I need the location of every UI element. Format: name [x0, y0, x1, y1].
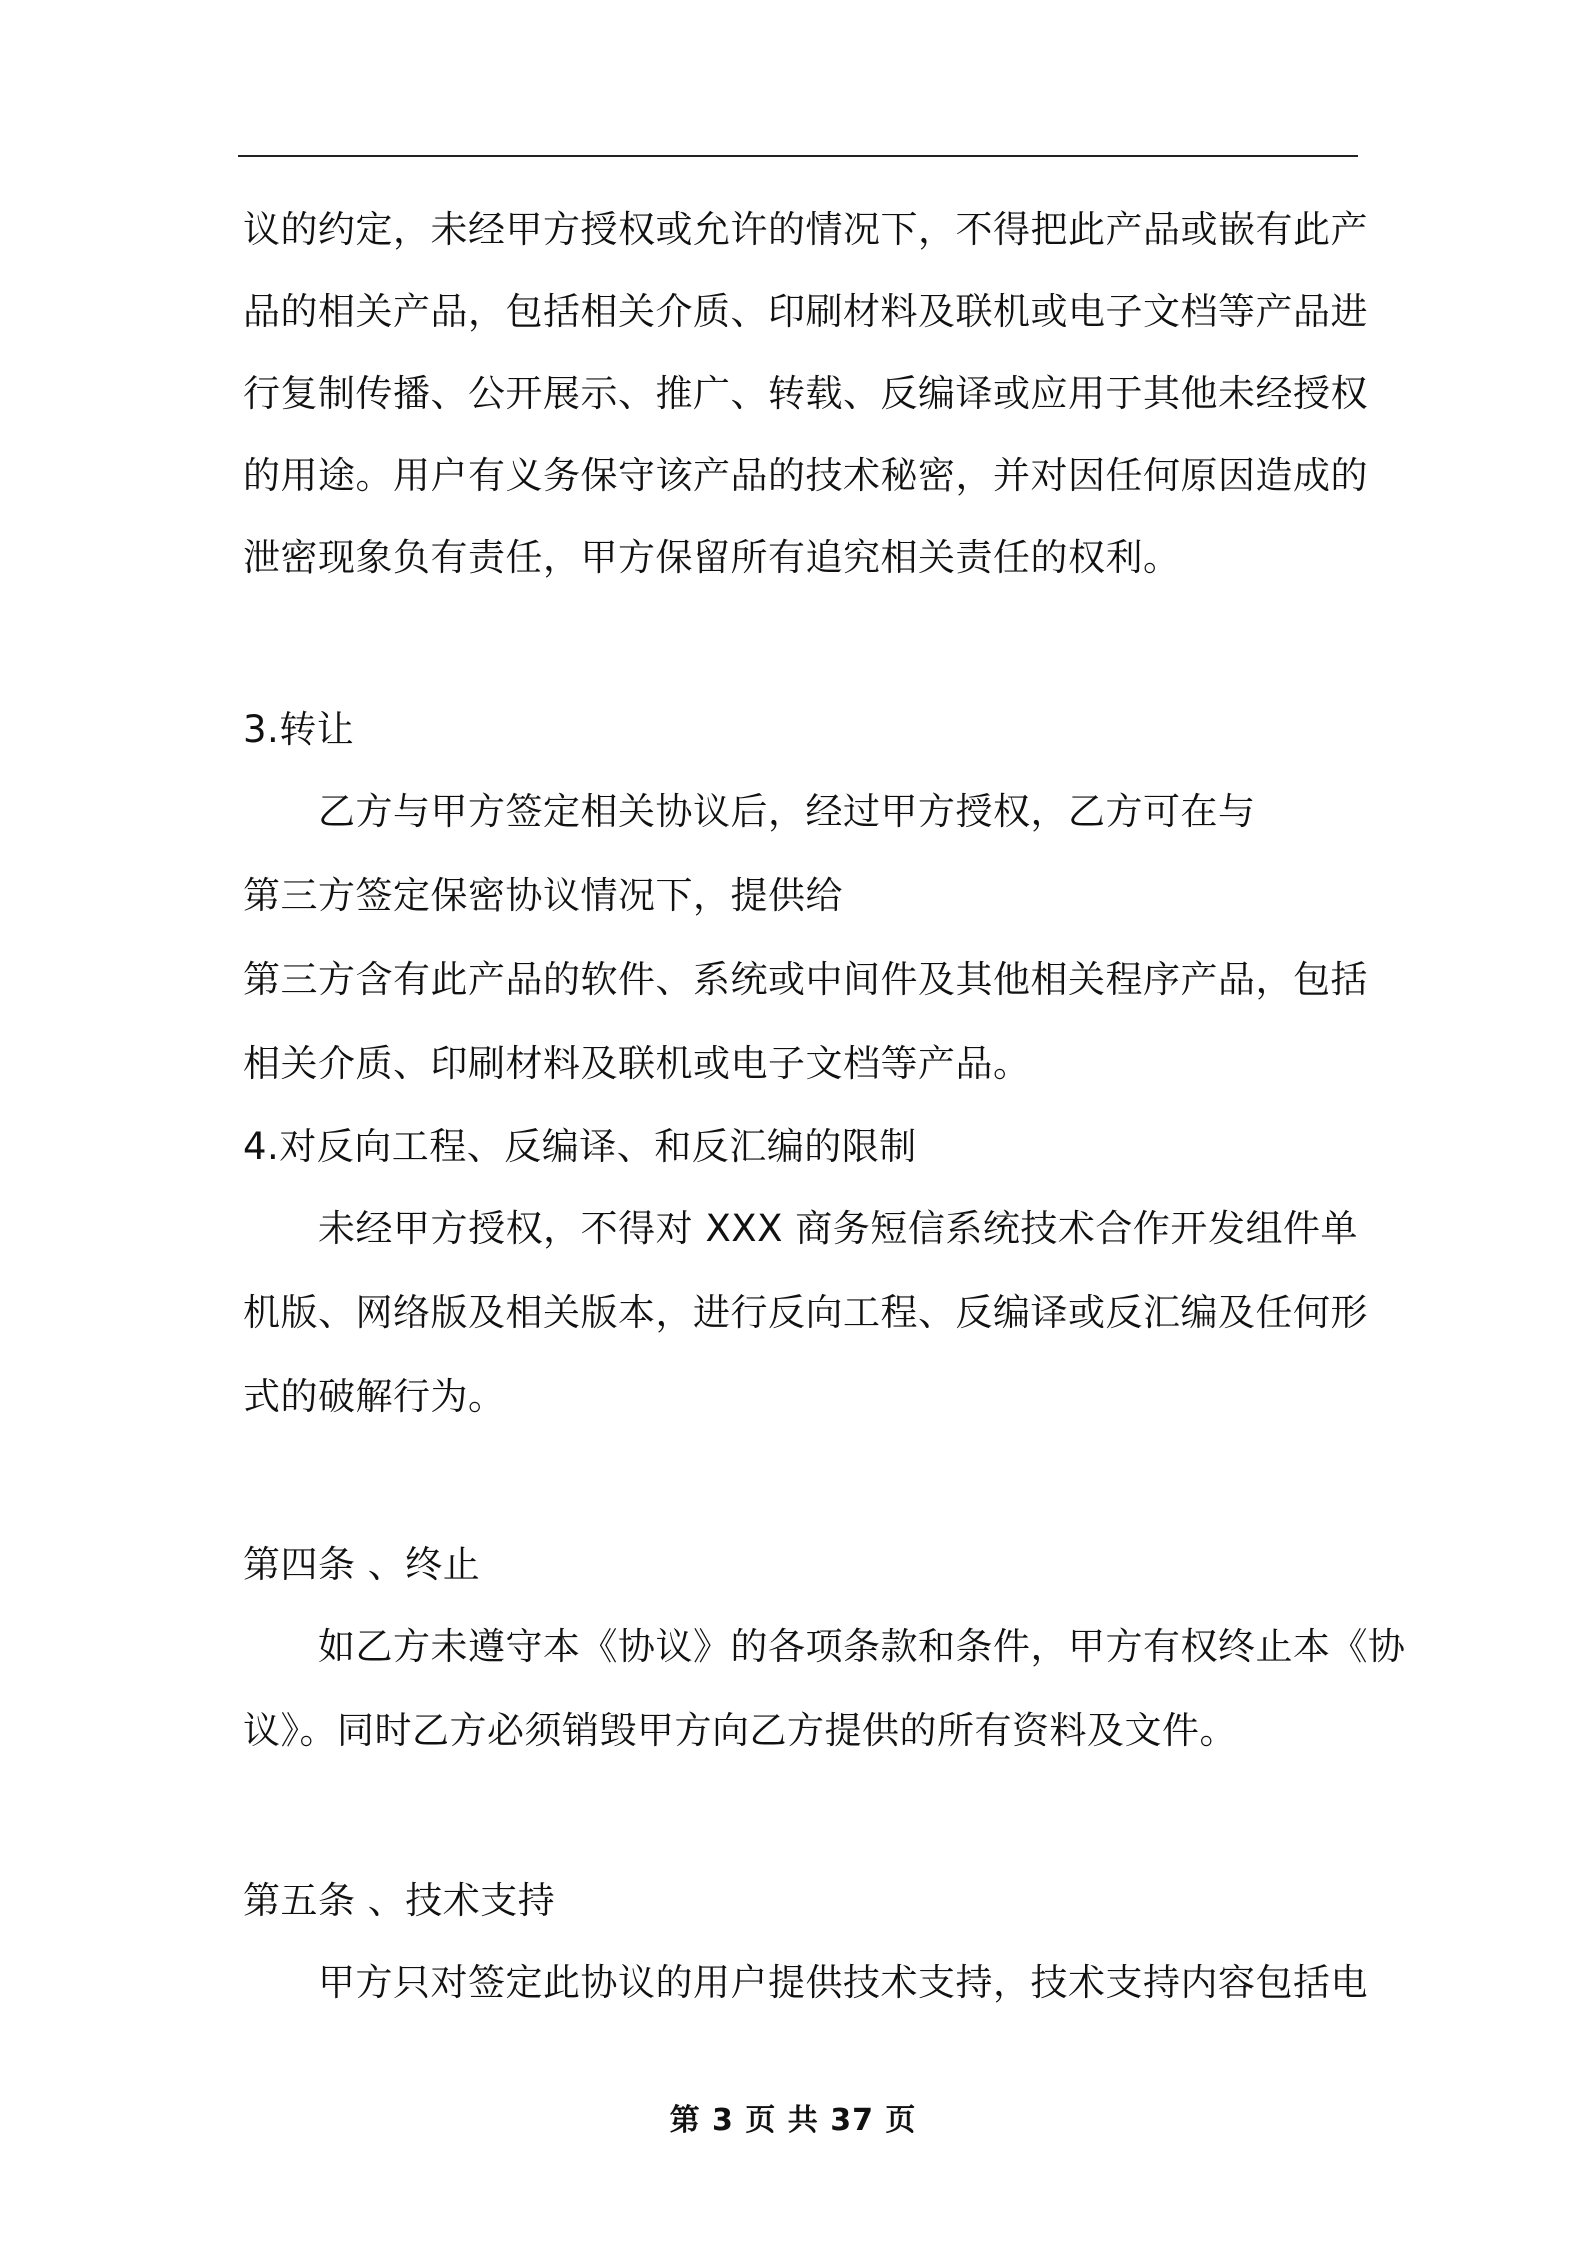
- section-heading: 4.对反向工程、反编译、和反汇编的限制: [243, 1125, 917, 1168]
- section-heading: 3.转让: [243, 708, 355, 751]
- paragraph-line: 如乙方未遵守本《协议》的各项条款和条件，甲方有权终止本《协: [318, 1625, 1406, 1668]
- paragraph-line: 未经甲方授权，不得对 XXX 商务短信系统技术合作开发组件单: [318, 1207, 1358, 1250]
- paragraph-line: 相关介质、印刷材料及联机或电子文档等产品。: [243, 1042, 1031, 1085]
- paragraph-line: 乙方与甲方签定相关协议后，经过甲方授权，乙方可在与: [318, 790, 1256, 833]
- article-heading: 第四条 、终止: [243, 1543, 481, 1586]
- paragraph-line: 议》。同时乙方必须销毁甲方向乙方提供的所有资料及文件。: [243, 1709, 1237, 1752]
- paragraph-line: 第三方签定保密协议情况下，提供给: [243, 874, 843, 917]
- paragraph-line: 议的约定，未经甲方授权或允许的情况下，不得把此产品或嵌有此产: [243, 208, 1368, 251]
- header-rule: [238, 155, 1358, 157]
- paragraph-line: 品的相关产品，包括相关介质、印刷材料及联机或电子文档等产品进: [243, 290, 1368, 333]
- paragraph-line: 甲方只对签定此协议的用户提供技术支持，技术支持内容包括电: [318, 1961, 1368, 2004]
- article-heading: 第五条 、技术支持: [243, 1879, 556, 1922]
- paragraph-line: 机版、网络版及相关版本，进行反向工程、反编译或反汇编及任何形: [243, 1291, 1368, 1334]
- paragraph-line: 泄密现象负有责任，甲方保留所有追究相关责任的权利。: [243, 536, 1181, 579]
- paragraph-line: 的用途。用户有义务保守该产品的技术秘密，并对因任何原因造成的: [243, 454, 1368, 497]
- paragraph-line: 式的破解行为。: [243, 1375, 506, 1418]
- page-number-footer: 第 3 页 共 37 页: [669, 2103, 917, 2138]
- paragraph-line: 行复制传播、公开展示、推广、转载、反编译或应用于其他未经授权: [243, 372, 1368, 415]
- paragraph-line: 第三方含有此产品的软件、系统或中间件及其他相关程序产品，包括: [243, 958, 1368, 1001]
